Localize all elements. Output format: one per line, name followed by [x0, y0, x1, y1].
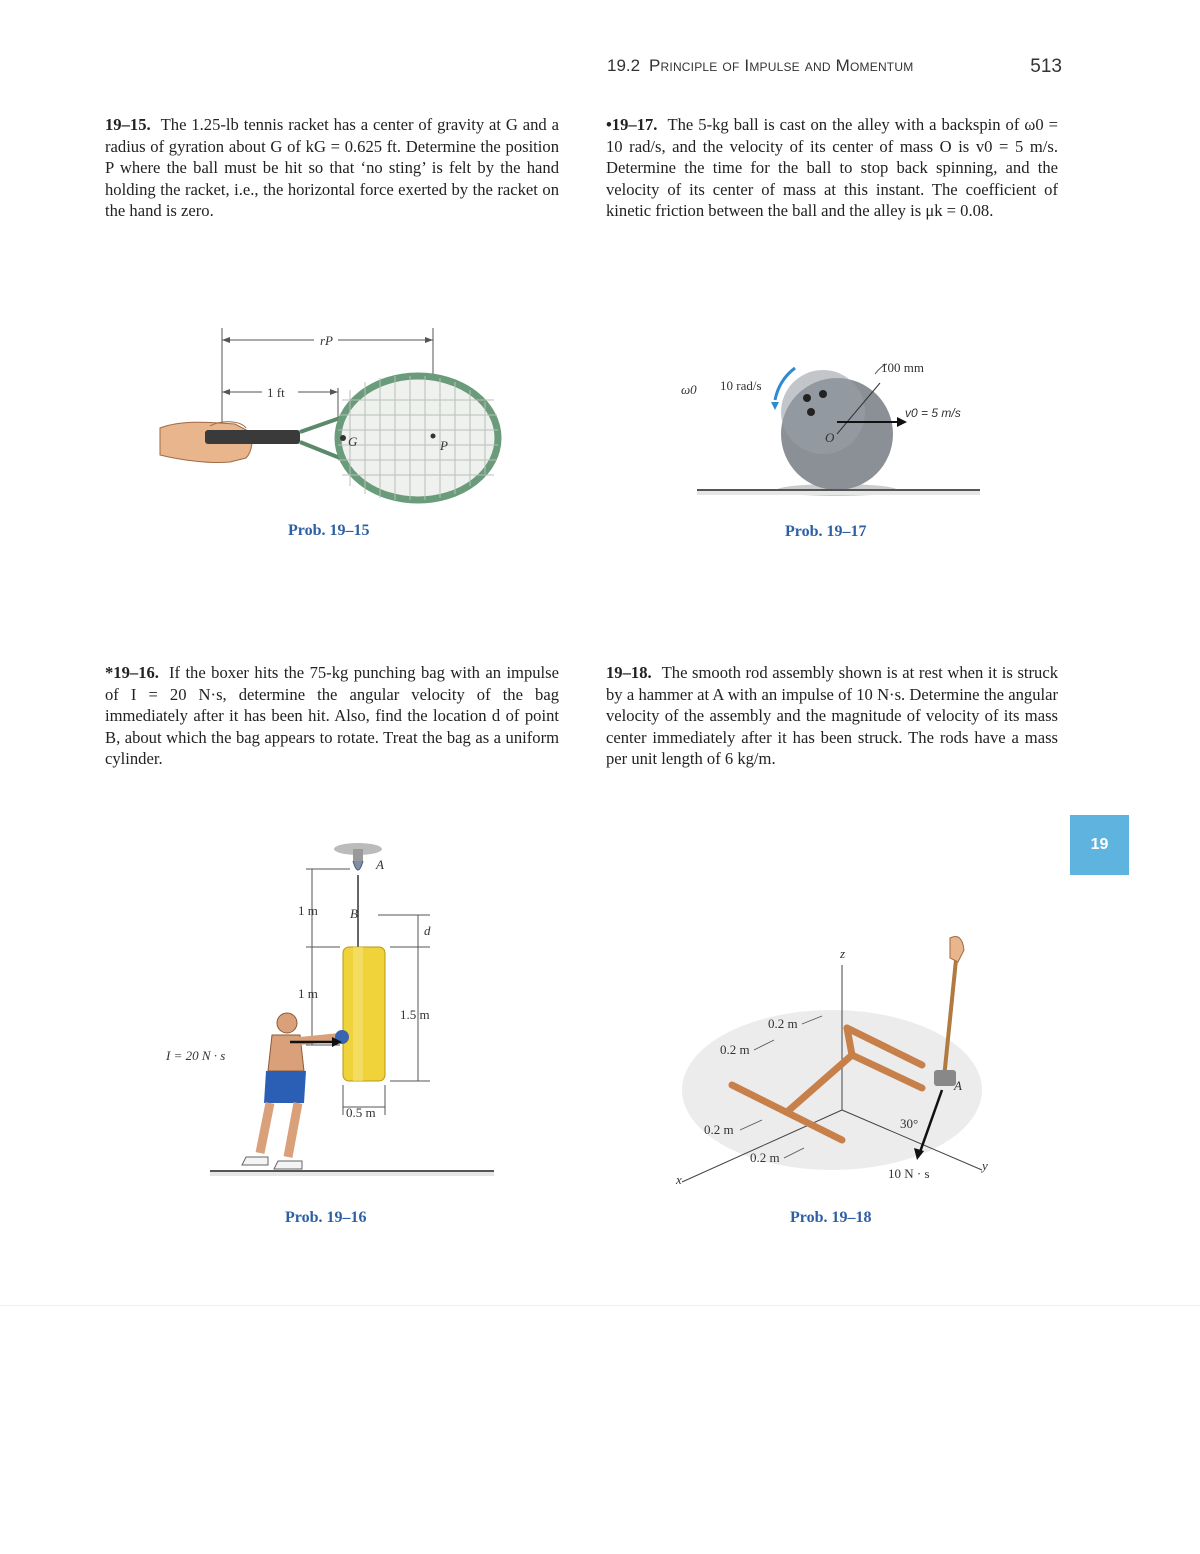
o-label: O [825, 430, 835, 445]
p-label: P [440, 438, 448, 453]
caption-19-15: Prob. 19–15 [288, 522, 370, 539]
section-title: Principle of Impulse and Momentum [649, 56, 914, 75]
section-number: 19.2 [607, 56, 641, 75]
one-m-bottom-label: 1 m [298, 986, 318, 1001]
problem-19-15 [105, 114, 559, 222]
length-label: 1.5 m [400, 1007, 430, 1022]
y-axis-label: y [982, 1158, 988, 1173]
blank-area [0, 1305, 1200, 1554]
angle-label: 30° [900, 1116, 919, 1131]
problem-text: If the boxer hits the 75-kg punching bag with an impulse of I = 20 N·s, determine the angular velocity of the bag immediately after it has been hit. Also, find the location d of point B, about which the bag appears to rotate. Treat the bag as a uniform cylinder. [105, 663, 559, 769]
a-label: A [954, 1078, 962, 1093]
problem-19-16 [105, 662, 559, 770]
figure-rod-assembly [672, 930, 1002, 1190]
running-header [607, 56, 1062, 80]
page-number: 513 [1030, 56, 1062, 77]
one-ft-label: 1 ft [267, 385, 285, 400]
a-label: A [376, 857, 384, 872]
velocity-label: v0 = 5 m/s [905, 406, 961, 420]
figure-tennis-racket [150, 320, 510, 510]
d-label: d [424, 923, 431, 938]
problem-19-17 [606, 114, 1058, 222]
caption-19-18: Prob. 19–18 [790, 1209, 872, 1226]
figure-bowling-ball [675, 350, 995, 500]
omega-value-label: 10 rad/s [720, 378, 762, 393]
x-axis-label: x [676, 1172, 682, 1187]
caption-19-16: Prob. 19–16 [285, 1209, 367, 1226]
chapter-tab: 19 [1070, 815, 1129, 875]
omega-label: ω0 [681, 382, 697, 397]
figure-punching-bag [160, 835, 500, 1195]
width-label: 0.5 m [346, 1105, 376, 1120]
problem-text: The smooth rod assembly shown is at rest when it is struck by a hammer at A with an impulse of 10 N·s. Determine the angular velocity of the assembly and the magnitude of velocity of its mass center immediately after it has been struck. The rods have a mass per unit length of 6 kg/m. [606, 663, 1058, 769]
dim-label-2: 0.2 m [720, 1042, 750, 1057]
z-axis-label: z [840, 946, 846, 961]
problem-text: The 5-kg ball is cast on the alley with a backspin of ω0 = 10 rad/s, and the velocity of its center of mass O is v0 = 5 m/s. Determine the time for the ball to stop back spinning, and the velocity of its center of mass at this instant. The coefficient of kinetic friction between the ball and the alley is μk = 0.08. [606, 115, 1058, 221]
one-m-top-label: 1 m [298, 903, 318, 918]
impulse-label: I = 20 N · s [166, 1048, 226, 1063]
caption-19-17: Prob. 19–17 [785, 523, 867, 540]
problem-number: 19–18. [606, 663, 652, 682]
problem-number: 19–15. [105, 115, 151, 134]
g-label: G [348, 434, 358, 449]
problem-number: •19–17. [606, 115, 658, 134]
radius-label: 100 mm [881, 360, 924, 375]
dim-label-1: 0.2 m [768, 1016, 798, 1031]
dim-label-3: 0.2 m [704, 1122, 734, 1137]
rp-label: rP [320, 333, 333, 348]
problem-19-18 [606, 662, 1058, 770]
b-label: B [350, 906, 358, 921]
impulse-label: 10 N · s [888, 1166, 930, 1181]
problem-number: *19–16. [105, 663, 159, 682]
dim-label-4: 0.2 m [750, 1150, 780, 1165]
problem-text: The 1.25-lb tennis racket has a center of gravity at G and a radius of gyration about G of kG = 0.625 ft. Determine the position P where the ball must be hit so that ‘no sting’ is felt by the hand holding the racket, i.e., the horizontal force exerted by the racket on the hand is zero. [105, 115, 559, 221]
